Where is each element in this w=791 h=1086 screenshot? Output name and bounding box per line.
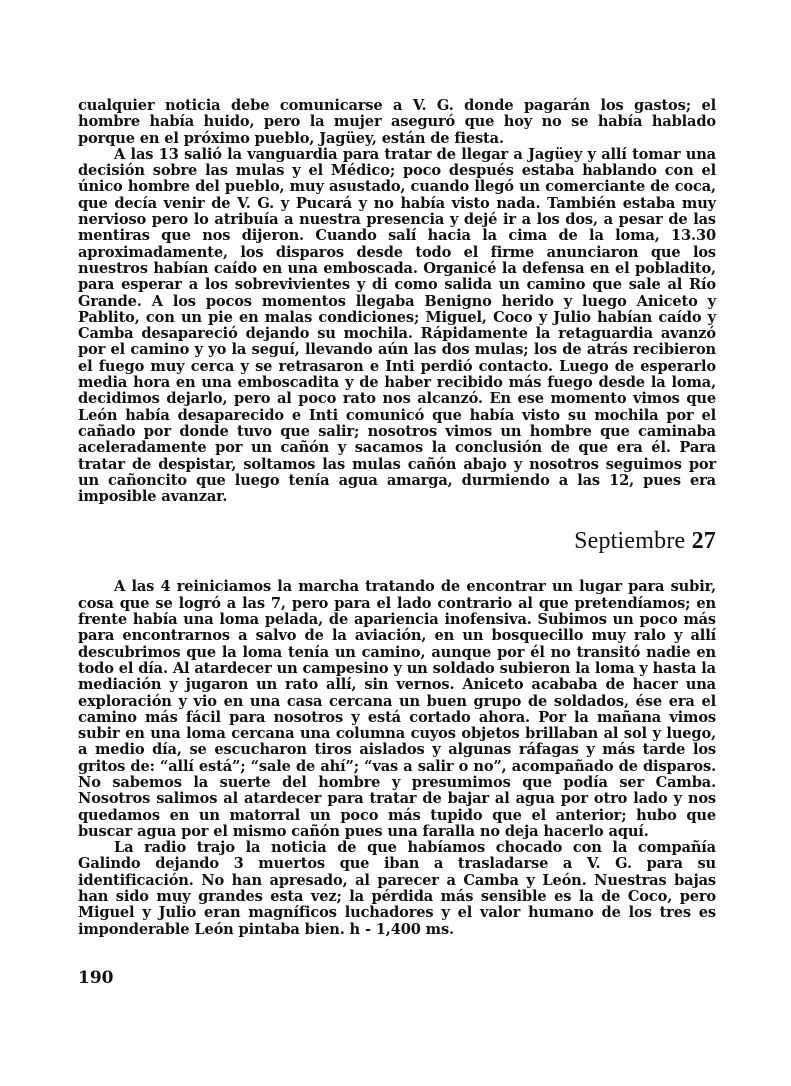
page-number: 190 <box>78 968 114 988</box>
paragraph: A las 13 salió la vanguardia para tratar de llegar a Jagüey y allí tomar una decisión sobre las mulas y el Médico; poco después estaba hablando con el único hombre del pueblo, muy asustado, cuando llegó un comerciante de coca, que decía venir de V. G. y Pucará y no había visto nada. También estaba muy nervioso pero lo atribuía a nuestra presencia y dejé ir a los dos, a pesar de las mentiras que nos dijeron. Cuando salí hacia la cima de la loma, 13.30 aproximadamente, los disparos desde todo el firme anunciaron que los nuestros habían caído en una emboscada. Organicé la defensa en el pobladito, para esperar a los sobrevivientes y di como salida un camino que sale al Río Grande. A los pocos momentos llegaba Benigno herido y luego Aniceto y Pablito, con un pie en malas condiciones; Miguel, Coco y Julio habían caído y Camba desapareció dejando su mochila. Rápidamente la retaguardia avanzó por el camino y yo la seguí, llevando aún las dos mulas; los de atrás recibieron el fuego muy cerca y se retrasaron e Inti perdió contacto. Luego de esperarlo media hora en una emboscadita y de haber recibido más fuego desde la loma, decidimos dejarlo, pero al poco rato nos alcanzó. En ese momento vimos que León había desaparecido e Inti comunicó que había visto su mochila por el cañado por donde tuvo que salir; nosotros vimos un hombre que caminaba aceleradamente por un cañón y sacamos la conclusión de que era él. Para tratar de despistar, soltamos las mulas cañón abajo y nosotros seguimos por un cañoncito que luego tenía agua amarga, durmiendo a las 12, pues era imposible avanzar. <box>78 145 716 506</box>
paragraph: A las 4 reiniciamos la marcha tratando de encontrar un lugar para subir, cosa que se logró a las 7, pero para el lado contrario al que pretendíamos; en frente había una loma pelada, de apariencia inofensiva. Subimos un poco más para encontrarnos a salvo de la aviación, en un bosquecillo muy ralo y allí descubrimos que la loma tenía un camino, aunque por él no transitó nadie en todo el día. Al atardecer un campesino y un soldado subieron la loma y hasta la mediación y jugaron un rato allí, sin vernos. Aniceto acababa de hacer una exploración y vio en una casa cercana un buen grupo de soldados, ése era el camino más fácil para nosotros y está cortado ahora. Por la mañana vimos subir en una loma cercana una columna cuyos objetos brillaban al sol y luego, a medio día, se escucharon tiros aislados y algunas ráfagas y más tarde los gritos de: “allí está”; “sale de ahí”; “vas a salir o no”, acompañado de disparos. No sabemos la suerte del hombre y presumimos que podía ser Camba. Nosotros salimos al atardecer para tratar de bajar al agua por otro lado y nos quedamos en un matorral un poco más tupido que el anterior; hubo que buscar agua por el mismo cañón pues una faralla no deja hacerlo aquí. <box>78 578 716 840</box>
entry-month: Septiembre <box>574 528 686 555</box>
paragraph: La radio trajo la noticia de que habíamos chocado con la compañía Galindo dejando 3 muertos que iban a trasladarse a V. G. para su identificación. No han apresado, al parecer a Camba y León. Nuestras bajas han sido muy grandes esta vez; la pérdida más sensible es la de Coco, pero Miguel y Julio eran magníficos luchadores y el valor humano de los tres es imponderable León pintaba bien. h - 1,400 ms. <box>78 839 716 938</box>
entry-day: 27 <box>691 528 716 555</box>
page-body <box>78 98 716 938</box>
entry-date-heading <box>78 527 716 555</box>
continued-paragraph: cualquier noticia debe comunicarse a V. G. donde pagarán los gastos; el hombre había huido, pero la mujer aseguró que hoy no se había hablado porque en el próximo pueblo, Jagüey, están de fiesta. <box>78 97 716 147</box>
